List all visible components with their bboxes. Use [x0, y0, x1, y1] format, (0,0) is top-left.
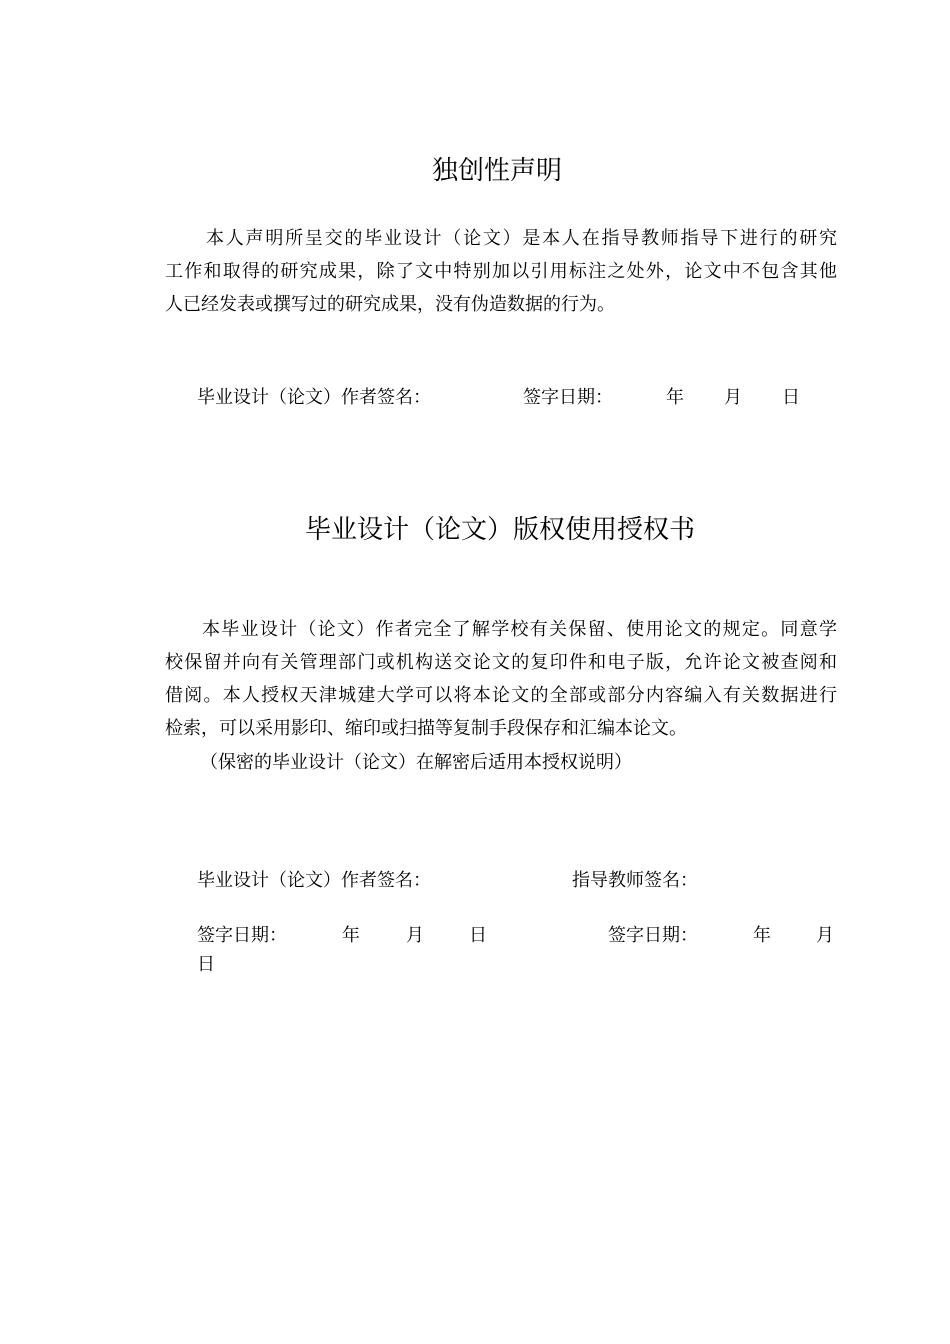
- authorization-author-year: 年: [342, 925, 360, 946]
- declaration-month: 月: [724, 387, 742, 408]
- authorization-advisor-date-label: 签字日期：: [608, 925, 698, 946]
- authorization-author-date-label: 签字日期：: [197, 925, 287, 946]
- declaration-line-1: 本人声明所呈交的毕业设计（论文）是本人在指导教师指导下进行的研究: [206, 228, 837, 249]
- declaration-title: 独创性声明: [432, 156, 563, 186]
- declaration-line-2: 工作和取得的研究成果，除了文中特别加以引用标注之处外，论文中不包含其他: [165, 261, 837, 282]
- authorization-line-4: 检索，可以采用影印、缩印或扫描等复制手段保存和汇编本论文。: [165, 718, 687, 739]
- authorization-paragraph: [165, 613, 837, 745]
- authorization-advisor-day: 日: [197, 954, 215, 975]
- declaration-paragraph: [165, 222, 837, 321]
- declaration-year: 年: [666, 387, 684, 408]
- authorization-advisor-signature-label: 指导教师签名：: [572, 870, 698, 891]
- authorization-author-month: 月: [406, 925, 424, 946]
- authorization-note: （保密的毕业设计（论文）在解密后适用本授权说明）: [200, 752, 632, 773]
- authorization-line-3: 借阅。本人授权天津城建大学可以将本论文的全部或部分内容编入有关数据进行: [165, 685, 837, 706]
- declaration-day: 日: [782, 387, 800, 408]
- declaration-line-3: 人已经发表或撰写过的研究成果，没有伪造数据的行为。: [165, 294, 615, 315]
- authorization-line-1: 本毕业设计（论文）作者完全了解学校有关保留、使用论文的规定。同意学: [202, 619, 837, 640]
- declaration-author-signature-label: 毕业设计（论文）作者签名：: [197, 387, 431, 408]
- declaration-date-label: 签字日期：: [523, 387, 613, 408]
- authorization-line-2: 校保留并向有关管理部门或机构送交论文的复印件和电子版，允许论文被查阅和: [165, 652, 837, 673]
- authorization-advisor-year: 年: [753, 925, 771, 946]
- authorization-author-day: 日: [469, 925, 487, 946]
- authorization-title: 毕业设计（论文）版权使用授权书: [305, 515, 696, 545]
- authorization-author-signature-label: 毕业设计（论文）作者签名：: [197, 870, 431, 891]
- authorization-advisor-month: 月: [816, 925, 834, 946]
